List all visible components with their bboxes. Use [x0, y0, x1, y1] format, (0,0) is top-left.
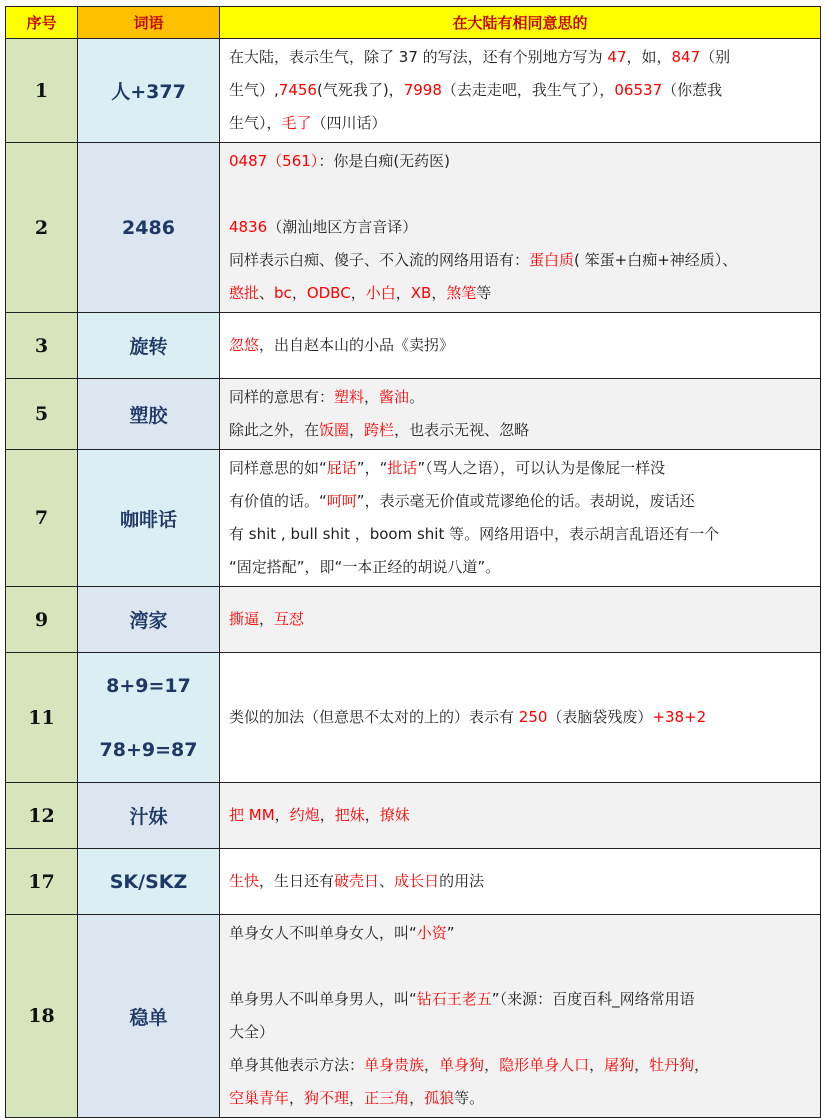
highlighted-term: 破壳日	[334, 872, 380, 890]
meaning-text: ，出自赵本山的小品《卖拐》	[259, 336, 455, 354]
meaning-text: ，也表示无视、忽略	[394, 421, 530, 439]
highlighted-term: 成长日	[394, 872, 440, 890]
meaning-line	[229, 799, 814, 832]
meaning-text: ，	[319, 806, 335, 824]
meaning-text: ( 笨蛋+白痴+神经质）、	[574, 251, 738, 269]
highlighted-term: 撩妹	[379, 806, 410, 824]
header-word: 词语	[78, 7, 220, 39]
highlighted-term: 酱油	[379, 388, 410, 406]
meaning-text: ，如，	[626, 48, 672, 66]
meaning-text: ，	[349, 1089, 365, 1107]
highlighted-term: 7456	[278, 81, 317, 99]
highlighted-term: 把 MM	[229, 806, 275, 824]
row-word	[78, 143, 220, 313]
word-text: 78+9=87	[99, 738, 198, 761]
meaning-text: 单身男人不叫单身男人，叫“	[229, 990, 417, 1008]
meaning-text: 单身女人不叫单身女人，叫“	[229, 924, 417, 942]
row-number: 9	[6, 587, 78, 653]
meaning-text: 单身其他表示方法：	[229, 1056, 365, 1074]
meaning-text: 在大陆，表示生气，除了 37 的写法，还有个别地方写为	[229, 48, 608, 66]
row-number: 7	[6, 450, 78, 587]
meaning-text: ，	[291, 284, 307, 302]
meaning-line	[229, 865, 814, 898]
meaning-text: ”（骂人之语），可以认为是像屁一样没	[417, 459, 666, 477]
row-word	[78, 379, 220, 450]
meaning-line	[229, 178, 814, 211]
meaning-text: ，	[274, 806, 290, 824]
row-meaning	[220, 783, 821, 849]
highlighted-term: 跨栏	[364, 421, 395, 439]
row-number: 18	[6, 915, 78, 1118]
word-text: 塑胶	[129, 404, 168, 427]
row-number: 11	[6, 653, 78, 783]
highlighted-term: 06537	[614, 81, 663, 99]
meaning-text: ，	[484, 1056, 500, 1074]
meaning-text: ，	[350, 284, 366, 302]
meaning-text: ，生日还有	[259, 872, 335, 890]
meaning-text: ，	[634, 1056, 650, 1074]
table-row	[6, 849, 821, 915]
meaning-text: ，	[289, 1089, 305, 1107]
highlighted-term: 忽悠	[229, 336, 260, 354]
header-meaning: 在大陆有相同意思的	[220, 7, 821, 39]
meaning-line	[229, 917, 814, 950]
meaning-line	[229, 244, 814, 277]
highlighted-term: 47	[607, 48, 627, 66]
meaning-line	[229, 107, 814, 140]
row-word	[78, 783, 220, 849]
meaning-text: ”，表示毫无价值或荒谬绝伦的话。表胡说，废话还	[356, 492, 695, 510]
highlighted-term: 互怼	[274, 610, 305, 628]
highlighted-term: 正三角	[364, 1089, 410, 1107]
meaning-text: (气死我了)，	[316, 81, 404, 99]
table-row	[6, 143, 821, 313]
highlighted-term: 饭圈	[319, 421, 350, 439]
meaning-text: 同样表示白痴、傻子、不入流的网络用语有：	[229, 251, 530, 269]
meaning-line	[229, 950, 814, 983]
meaning-line	[229, 414, 814, 447]
highlighted-term: 煞笔	[446, 284, 477, 302]
row-meaning	[220, 450, 821, 587]
meaning-text: ，	[364, 388, 380, 406]
meaning-text: （四川话）	[311, 114, 387, 132]
highlighted-term: 毛了	[281, 114, 312, 132]
meaning-text: 同样的意思有：	[229, 388, 335, 406]
meaning-text: 生气）,	[229, 81, 279, 99]
meaning-line	[229, 452, 814, 485]
meaning-line	[229, 145, 814, 178]
row-meaning	[220, 143, 821, 313]
word-text: 稳单	[129, 1006, 168, 1029]
meaning-text: ：你是白痴(无药医)	[318, 152, 451, 170]
meaning-line	[229, 1082, 814, 1115]
header-num: 序号	[6, 7, 78, 39]
highlighted-term: 250	[518, 708, 548, 726]
highlighted-term: ODBC	[306, 284, 351, 302]
row-meaning	[220, 379, 821, 450]
table-row	[6, 379, 821, 450]
highlighted-term: 847	[671, 48, 701, 66]
meaning-line	[229, 551, 814, 584]
highlighted-term: 憨批	[229, 284, 260, 302]
highlighted-term: 小资	[416, 924, 447, 942]
meaning-text: 等。	[454, 1089, 485, 1107]
row-number: 12	[6, 783, 78, 849]
row-meaning	[220, 313, 821, 379]
highlighted-term: +38+2	[652, 708, 707, 726]
meaning-line	[229, 381, 814, 414]
highlighted-term: 单身贵族	[364, 1056, 425, 1074]
meaning-text: ，	[424, 1056, 440, 1074]
highlighted-term: 批话	[387, 459, 418, 477]
row-word	[78, 587, 220, 653]
table-row	[6, 783, 821, 849]
meaning-line	[229, 518, 814, 551]
word-text: 2486	[122, 216, 175, 239]
meaning-text: 有价值的话。“	[229, 492, 327, 510]
row-meaning	[220, 653, 821, 783]
meaning-text: 等	[476, 284, 492, 302]
meaning-text: ，	[409, 1089, 425, 1107]
highlighted-term: 塑料	[334, 388, 365, 406]
meaning-line	[229, 41, 814, 74]
meaning-line	[229, 211, 814, 244]
meaning-line	[229, 603, 814, 636]
row-word	[78, 39, 220, 143]
meaning-text: 类似的加法（但意思不太对的上的）表示有	[229, 708, 519, 726]
highlighted-term: 小白	[365, 284, 396, 302]
meaning-line	[229, 701, 814, 734]
word-text: 人+377	[111, 81, 186, 103]
meaning-text: ”，“	[356, 459, 388, 477]
row-meaning	[220, 915, 821, 1118]
highlighted-term: 0487（561）	[229, 152, 319, 170]
highlighted-term: 空巢青年	[229, 1089, 290, 1107]
meaning-text: ，	[349, 421, 365, 439]
highlighted-term: 蛋白质	[529, 251, 575, 269]
meaning-text: ，	[589, 1056, 605, 1074]
highlighted-term: XB	[410, 284, 432, 302]
table-row	[6, 587, 821, 653]
meaning-line	[229, 329, 814, 362]
highlighted-term: 把妹	[334, 806, 365, 824]
highlighted-term: 屁话	[326, 459, 357, 477]
meaning-text: 的用法	[439, 872, 485, 890]
meaning-text: ，	[431, 284, 447, 302]
meaning-text: 生气），	[229, 114, 282, 132]
row-word	[78, 450, 220, 587]
slang-table	[5, 6, 821, 1118]
row-meaning	[220, 849, 821, 915]
row-word	[78, 313, 220, 379]
highlighted-term: 7998	[403, 81, 442, 99]
highlighted-term: 单身狗	[439, 1056, 485, 1074]
meaning-text: （潮汕地区方言音译）	[267, 218, 418, 236]
meaning-line	[229, 983, 814, 1016]
table-row	[6, 915, 821, 1118]
word-text: SK/SKZ	[109, 870, 188, 893]
highlighted-term: 撕逼	[229, 610, 260, 628]
meaning-text: ，	[395, 284, 411, 302]
highlighted-term: 孤狼	[424, 1089, 455, 1107]
meaning-text: （你惹我	[662, 81, 723, 99]
row-number: 3	[6, 313, 78, 379]
meaning-text: 、	[259, 284, 275, 302]
meaning-text: 、	[379, 872, 395, 890]
highlighted-term: 呵呵	[326, 492, 357, 510]
row-meaning	[220, 587, 821, 653]
row-word	[78, 849, 220, 915]
row-word	[78, 915, 220, 1118]
word-text: 咖啡话	[119, 508, 177, 531]
highlighted-term: 约炮	[289, 806, 320, 824]
meaning-text: 。	[409, 388, 425, 406]
row-number: 2	[6, 143, 78, 313]
meaning-line	[229, 1049, 814, 1082]
meaning-text: 同样意思的如“	[229, 459, 327, 477]
meaning-text: ，	[364, 806, 380, 824]
table-row	[6, 39, 821, 143]
meaning-line	[229, 485, 814, 518]
word-text: 8+9=17	[106, 674, 191, 697]
highlighted-term: 狗不理	[304, 1089, 350, 1107]
meaning-text: （表脑袋残废）	[547, 708, 653, 726]
meaning-text: （别	[700, 48, 731, 66]
meaning-text: ”	[446, 924, 455, 942]
row-meaning	[220, 39, 821, 143]
meaning-line	[229, 74, 814, 107]
row-number: 17	[6, 849, 78, 915]
meaning-text: ，	[694, 1056, 710, 1074]
row-number: 1	[6, 39, 78, 143]
highlighted-term: 钻石王老五	[416, 990, 492, 1008]
meaning-text: （去走走吧，我生气了），	[441, 81, 615, 99]
word-text: 旋转	[129, 336, 168, 358]
table-row	[6, 313, 821, 379]
meaning-text: ，	[259, 610, 275, 628]
meaning-text: “固定搭配”，即“一本正经的胡说八道”。	[229, 558, 501, 576]
meaning-text: 有 shit , bull shit ，boom shit 等。网络用语中，表示胡言乱语还有一个	[229, 525, 720, 543]
meaning-text: ”（来源：百度百科_网络常用语	[491, 990, 695, 1008]
highlighted-term: 牡丹狗	[649, 1056, 695, 1074]
table-row	[6, 450, 821, 587]
highlighted-term: 隐形单身人口	[499, 1056, 590, 1074]
highlighted-term: 4836	[229, 218, 268, 236]
highlighted-term: 生快	[229, 872, 260, 890]
row-word	[78, 653, 220, 783]
meaning-text: 除此之外，在	[229, 421, 320, 439]
word-text: 汁妹	[129, 806, 168, 828]
row-number: 5	[6, 379, 78, 450]
meaning-line	[229, 277, 814, 310]
highlighted-term: 屠狗	[604, 1056, 635, 1074]
table-row	[6, 653, 821, 783]
meaning-line	[229, 1016, 814, 1049]
meaning-text: 大全）	[229, 1023, 275, 1041]
highlighted-term: bc	[274, 284, 292, 302]
word-text: 湾家	[129, 610, 168, 632]
table-header	[6, 7, 821, 39]
